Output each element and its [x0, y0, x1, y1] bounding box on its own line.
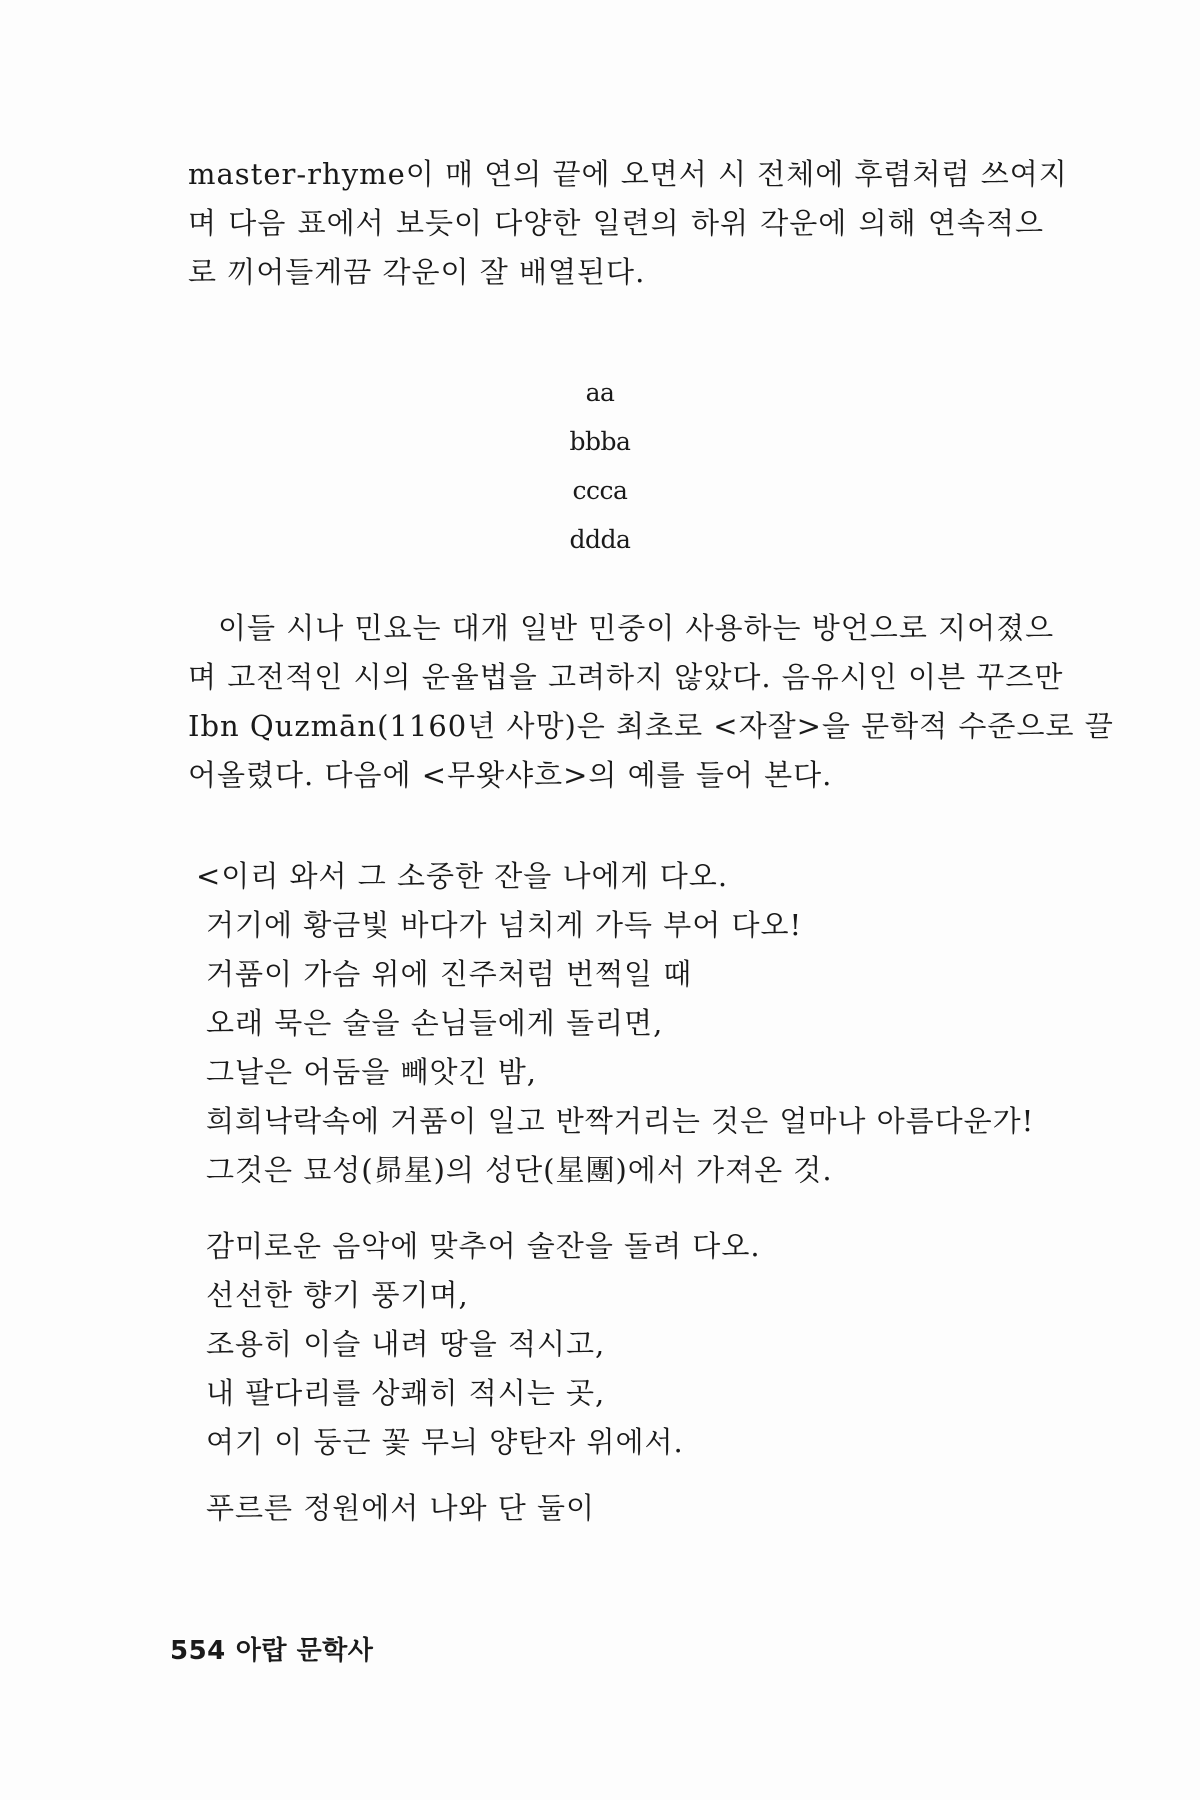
intro-line-2: 며 다음 표에서 보듯이 다양한 일련의 하위 각운에 의해 연속적으 [188, 206, 1044, 240]
poem-line: 오래 묵은 술을 손님들에게 돌리면, [206, 1006, 664, 1040]
poem-line: 감미로운 음악에 맞추어 술잔을 돌려 다오. [206, 1229, 761, 1263]
poem-line: 거품이 가슴 위에 진주처럼 번쩍일 때 [206, 957, 693, 991]
poem-line: 푸르른 정원에서 나와 단 둘이 [206, 1491, 596, 1525]
poem-line: 조용히 이슬 내려 땅을 적시고, [206, 1327, 606, 1361]
intro-line-3: 로 끼어들게끔 각운이 잘 배열된다. [188, 255, 646, 289]
poem-stanza-3 [206, 1484, 595, 1533]
rhyme-scheme-line-4: ddda [569, 525, 631, 554]
body-line-1: 이들 시나 민요는 대개 일반 민중이 사용하는 방언으로 지어졌으 [218, 611, 1055, 645]
intro-paragraph [188, 150, 1068, 297]
body-line-4: 어올렸다. 다음에 <무왓샤흐>의 예를 들어 본다. [188, 758, 833, 792]
body-paragraph [188, 604, 1114, 800]
poem-line: 거기에 황금빛 바다가 넘치게 가득 부어 다오! [206, 908, 803, 942]
rhyme-scheme [0, 368, 1200, 564]
poem-line: 그날은 어둠을 빼앗긴 밤, [206, 1055, 538, 1089]
poem-stanza-2 [206, 1222, 761, 1467]
running-title: 아랍 문학사 [235, 1636, 374, 1666]
poem-line: <이리 와서 그 소중한 잔을 나에게 다오. [196, 859, 729, 893]
intro-line-1: master-rhyme이 매 연의 끝에 오면서 시 전체에 후렴처럼 쓰여지 [188, 157, 1068, 191]
poem-line: 선선한 향기 풍기며, [206, 1278, 469, 1312]
rhyme-scheme-line-1: aa [585, 378, 615, 407]
rhyme-scheme-line-3: ccca [572, 476, 628, 505]
poem-stanza-1 [196, 852, 1034, 1195]
rhyme-scheme-line-2: bbba [569, 427, 631, 456]
poem-line: 여기 이 둥근 꽃 무늬 양탄자 위에서. [206, 1425, 684, 1459]
poem-line: 그것은 묘성(昴星)의 성단(星團)에서 가져온 것. [206, 1153, 833, 1187]
poem-line: 희희낙락속에 거품이 일고 반짝거리는 것은 얼마나 아름다운가! [206, 1104, 1035, 1138]
poem-line: 내 팔다리를 상쾌히 적시는 곳, [206, 1376, 606, 1410]
body-line-2: 며 고전적인 시의 운율법을 고려하지 않았다. 음유시인 이븐 꾸즈만 [188, 660, 1064, 694]
body-line-3: Ibn Quzmān(1160년 사망)은 최초로 <자잘>을 문학적 수준으로 끌 [188, 709, 1114, 743]
page-footer [170, 1630, 373, 1667]
page-number: 554 [170, 1636, 226, 1666]
